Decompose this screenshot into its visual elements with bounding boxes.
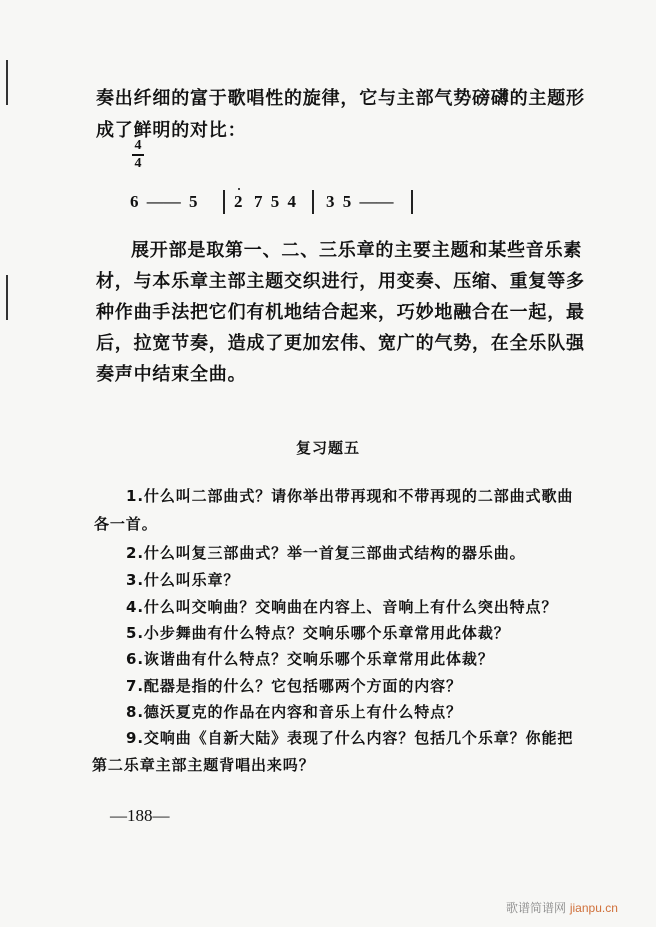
question-line: 4.什么叫交响曲？交响曲在内容上、音响上有什么突出特点？ [126,598,558,616]
page-number: —188— [110,806,170,825]
question-line: 3.什么叫乐章？ [126,571,240,589]
body-line: 材，与本乐章主部主题交织进行，用变奏、压缩、重复等多 [96,271,585,292]
question-line: 6.诙谐曲有什么特点？交响乐哪个乐章常用此体裁？ [126,650,494,668]
watermark-url: jianpu.cn [569,901,618,915]
body-line: 种作曲手法把它们有机地结合起来，巧妙地融合在一起，最 [96,302,585,323]
body-line: 后，拉宽节奏，造成了更加宏伟、宽广的气势，在全乐队强 [96,333,585,354]
time-signature-bottom: 4 [134,155,142,171]
measure-2-high-note: 2 [234,192,243,211]
question-line: 5.小步舞曲有什么特点？交响乐哪个乐章常用此体裁？ [126,624,510,642]
body-line: 奏出纤细的富于歌唱性的旋律，它与主部气势磅礴的主题形 [96,88,585,109]
question-line: 1.什么叫二部曲式？请你举出带再现和不带再现的二部曲式歌曲 [126,487,574,505]
question-line: 9.交响曲《自新大陆》表现了什么内容？包括几个乐章？你能把 [126,729,574,747]
measure-3: 3 5 —— [326,192,394,211]
watermark [506,899,618,916]
question-line: 8.德沃夏克的作品在内容和音乐上有什么特点？ [126,703,462,721]
scan-edge-mark [6,60,8,105]
body-line: 成了鲜明的对比： [96,120,247,141]
body-line: 奏声中结束全曲。 [96,364,247,385]
measure-1: 6 —— 5 [130,192,198,211]
body-line: 展开部是取第一、二、三乐章的主要主题和某些音乐素 [131,240,583,261]
time-signature-top: 4 [134,138,142,153]
question-line: 各一首。 [94,515,158,533]
question-line: 第二乐章主部主题背唱出来吗？ [92,756,315,774]
time-signature [132,140,144,170]
question-line: 2.什么叫复三部曲式？举一首复三部曲式结构的器乐曲。 [126,544,526,562]
watermark-cn: 歌谱简谱网 [506,901,567,915]
section-heading: 复习题五 [295,439,360,457]
measure-2: 7 5 4 [254,192,296,211]
question-line: 7.配器是指的什么？它包括哪两个方面的内容？ [126,677,462,695]
scan-edge-mark [6,275,8,320]
